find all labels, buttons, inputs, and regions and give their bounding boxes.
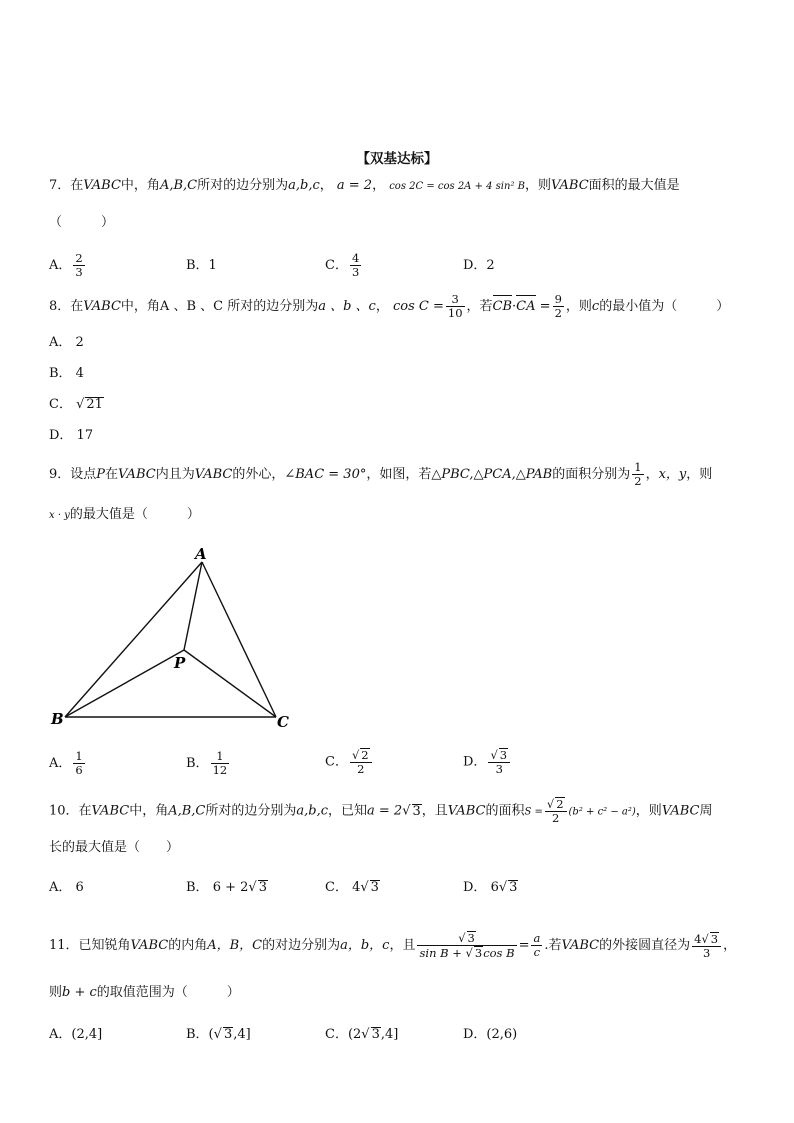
q11-option-c[interactable]: C．(2√ 3,4] — [325, 1027, 399, 1042]
edge-ac — [202, 562, 276, 717]
q10-stem-line2: 长的最大值是（ ） — [49, 840, 180, 855]
q10-option-b[interactable]: B． 6 + 2√ 3 — [186, 880, 267, 895]
vertex-b-label: B — [51, 710, 64, 728]
q9-stem-line2: x · y的最大值是（ ） — [49, 507, 200, 522]
q7-stem: 7．在VABC中，角A,B,C所对的边分别为a,b,c， a = 2， cos 2C = cos 2A + 4 sin² B，则VABC面积的最大值是 — [49, 178, 680, 193]
q7-option-a[interactable]: A． $\frac{2}{3}$ — [49, 251, 83, 279]
q9-option-c[interactable]: C． $\frac{√ 2}{2}$ — [325, 748, 374, 776]
q9-option-b[interactable]: B． $\frac{1}{12}$ — [186, 749, 228, 777]
q9-option-d[interactable]: D． $\frac{√ 3}{3}$ — [463, 748, 512, 776]
segment-pc — [184, 650, 276, 717]
triangle-figure — [44, 542, 304, 734]
q11-option-a[interactable]: A．(2,4] — [49, 1027, 103, 1042]
q11-stem-line2: 则b + c的取值范围为（ ） — [49, 985, 240, 1000]
q7-option-d[interactable]: D．2 — [463, 258, 495, 273]
q8-option-a[interactable]: A． 2 — [49, 335, 84, 350]
q8-option-b[interactable]: B． 4 — [49, 366, 84, 381]
segment-pa — [184, 562, 202, 650]
q10-option-d[interactable]: D． 6√ 3 — [463, 880, 518, 895]
q8-stem: 8．在VABC中，角A 、B 、C 所对的边分别为a 、b 、c， cos C = $\frac{3}{10}$ ，若CB·CA = $\frac{9}{2}$ ，则c的最小值为（ ） — [49, 292, 730, 320]
q11-option-d[interactable]: D．(2,6) — [463, 1027, 518, 1042]
q9-option-a[interactable]: A． $\frac{1}{6}$ — [49, 749, 83, 777]
q8-option-d[interactable]: D． 17 — [49, 428, 94, 443]
section-title: 【双基达标】 — [356, 151, 438, 167]
q9-stem: 9．设点P在VABC内且为VABC的外心，∠BAC = 30°，如图，若△PBC,△PCA,△PAB的面积分别为 $\frac{1}{2}$ ，x，y，则 — [49, 460, 713, 488]
q10-stem: 10．在VABC中，角A,B,C所对的边分别为a,b,c，已知a = 2√ 3，且VABC的面积S = $\frac{√ 2}{2}$ (b² + c² − a²)，则VABC周 — [49, 797, 713, 825]
point-p-label: P — [174, 654, 186, 672]
q7-option-b[interactable]: B．1 — [186, 258, 217, 273]
q7-paren: （ ） — [49, 215, 115, 230]
q11-stem: 11．已知锐角VABC的内角A，B，C的对边分别为a，b，c，且 $\frac{√ 3}{\text{sin B + √ 3cos B}}$ = $\frac{a}{c}$ .若VABC的外接圆直径为 $\frac{4√ 3}{3}$ ， — [49, 931, 737, 960]
vertex-a-label: A — [195, 545, 207, 563]
q7-option-c[interactable]: C． $\frac{4}{3}$ — [325, 251, 360, 279]
q11-option-b[interactable]: B．(√ 3,4] — [186, 1027, 251, 1042]
edge-ab — [65, 562, 202, 717]
q8-option-c[interactable]: C． √ 21 — [49, 397, 103, 412]
q10-option-c[interactable]: C． 4√ 3 — [325, 880, 379, 895]
q10-option-a[interactable]: A． 6 — [49, 880, 84, 895]
segment-pb — [65, 650, 184, 717]
vertex-c-label: C — [277, 713, 289, 731]
